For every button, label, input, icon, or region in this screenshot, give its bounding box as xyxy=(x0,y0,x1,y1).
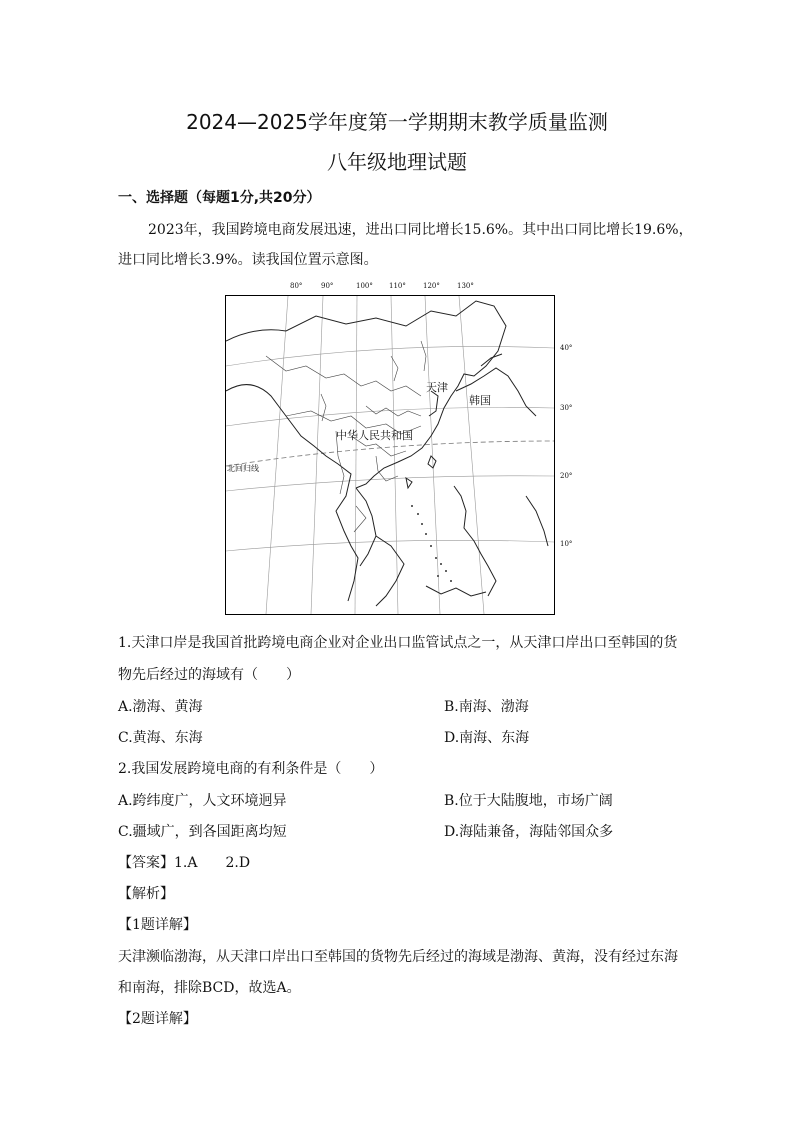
analysis-heading: 【解析】 xyxy=(118,886,174,902)
label-china: 中华人民共和国 xyxy=(336,429,413,442)
q1-option-d: D.南海、东海 xyxy=(444,730,530,746)
q1-stem-line-2: 物先后经过的海域有（ ） xyxy=(118,667,300,683)
q2-option-d: D.海陆兼备，海陆邻国众多 xyxy=(444,824,614,840)
q1-option-b: B.南海、渤海 xyxy=(444,699,529,715)
lat-label-40: 40° xyxy=(560,344,573,352)
q2-option-b: B.位于大陆腹地，市场广阔 xyxy=(444,793,613,809)
lon-label-130: 130° xyxy=(457,282,474,290)
lon-label-90: 90° xyxy=(321,282,334,290)
detail-1-heading: 【1题详解】 xyxy=(118,917,197,933)
label-tianjin: 天津 xyxy=(426,381,448,394)
islands xyxy=(411,505,452,582)
detail-2-heading: 【2题详解】 xyxy=(118,1011,197,1027)
tropic-line xyxy=(226,441,554,466)
lon-label-110: 110° xyxy=(389,282,406,290)
q1-option-a: A.渤海、黄海 xyxy=(118,699,203,715)
q1-stem-line-1: 1.天津口岸是我国首批跨境电商企业对企业出口监管试点之一，从天津口岸出口至韩国的货 xyxy=(118,635,678,651)
exam-subtitle: 八年级地理试题 xyxy=(327,150,467,174)
q2-option-c: C.疆域广，到各国距离均短 xyxy=(118,824,287,840)
map-drawing xyxy=(226,296,554,614)
lon-label-120: 120° xyxy=(423,282,440,290)
exam-title: 2024—2025学年度第一学期期末教学质量监测 xyxy=(186,110,608,134)
q2-stem: 2.我国发展跨境电商的有利条件是（ ） xyxy=(118,761,384,777)
label-korea: 韩国 xyxy=(469,394,491,407)
intro-line-1: 2023年，我国跨境电商发展迅速，进出口同比增长15.6%。其中出口同比增长19.6%， xyxy=(148,222,693,238)
q2-option-a: A.跨纬度广，人文环境迥异 xyxy=(118,793,287,809)
label-tropic-of-cancer: 北回归线 xyxy=(227,464,259,473)
coastlines xyxy=(226,301,548,606)
section-heading: 一、选择题（每题1分,共20分） xyxy=(118,190,321,206)
q1-option-c: C.黄海、东海 xyxy=(118,730,203,746)
intro-line-2: 进口同比增长3.9%。读我国位置示意图。 xyxy=(118,252,378,268)
detail-1-line-1: 天津濒临渤海，从天津口岸出口至韩国的货物先后经过的海域是渤海、黄海，没有经过东海 xyxy=(118,949,678,965)
lon-label-100: 100° xyxy=(356,282,373,290)
lat-label-20: 20° xyxy=(560,472,573,480)
detail-1-line-2: 和南海，排除BCD，故选A。 xyxy=(118,980,301,996)
lat-label-10: 10° xyxy=(560,540,573,548)
answer-line: 【答案】1.A 2.D xyxy=(118,855,251,871)
lat-label-30: 30° xyxy=(560,404,573,412)
lon-label-80: 80° xyxy=(290,282,303,290)
china-location-map xyxy=(225,295,555,615)
